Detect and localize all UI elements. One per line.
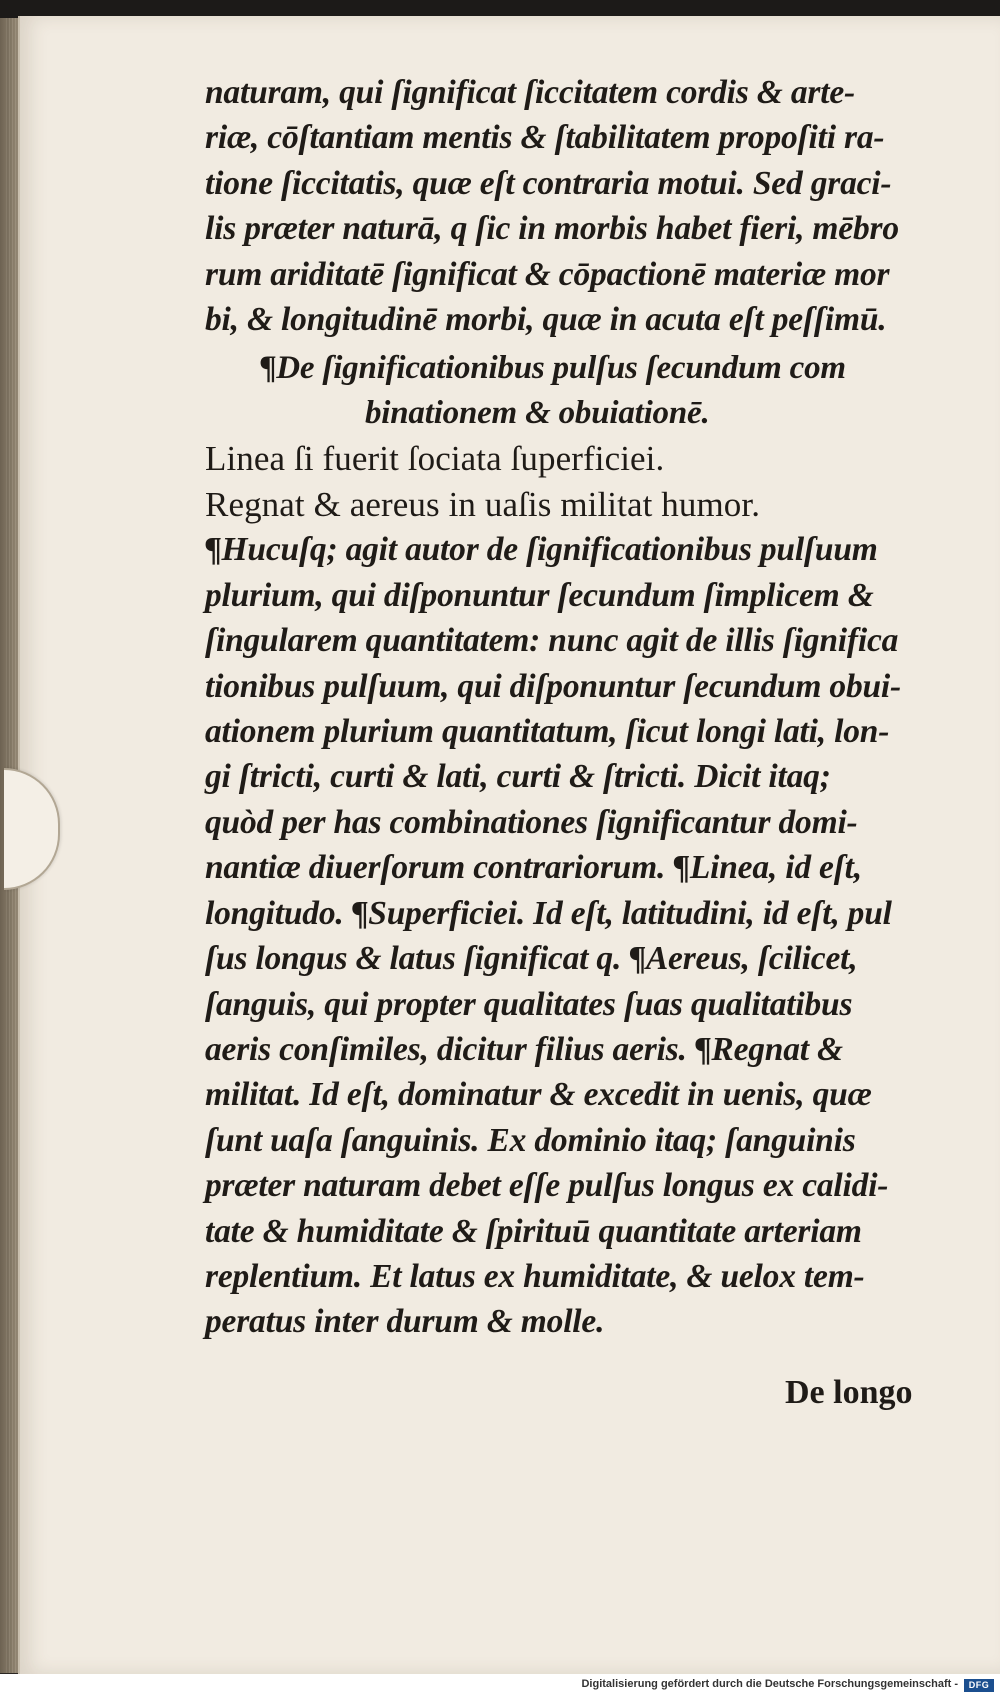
page-text-block <box>205 70 925 1345</box>
commentary-line: aeris conſimiles, dicitur filius aeris. ¶Regnat & <box>205 1030 843 1068</box>
commentary-line: tionibus pulſuum, qui diſponuntur ſecundum obui- <box>205 667 901 705</box>
section-heading-line-2: binationem & obuiationē. <box>365 395 710 432</box>
catchword: De longo <box>785 1374 913 1411</box>
verse-line: Linea ſi fuerit ſociata ſuperficiei. <box>205 439 665 479</box>
commentary-line: tate & humiditate & ſpirituū quantitate arteriam <box>205 1212 862 1250</box>
verse-line: Regnat & aereus in uaſis militat humor. <box>205 484 761 524</box>
commentary-line: præter naturam debet eſſe pulſus longus ex calidi- <box>205 1167 889 1205</box>
commentary-line: ¶Hucuſq; agit autor de ſignificationibus pulſuum <box>205 531 878 569</box>
body-line: lis præter naturā, q ſic in morbis habet fieri, mēbro <box>205 210 899 248</box>
commentary-line: longitudo. ¶Superficiei. Id eſt, latitudini, id eſt, pul <box>205 894 892 932</box>
commentary-line: gi ſtricti, curti & lati, curti & ſtricti. Dicit itaq; <box>205 758 831 796</box>
commentary-line: ſus longus & latus ſignificat q. ¶Aereus, ſcilicet, <box>205 940 858 978</box>
commentary-line: replentium. Et latus ex humiditate, & uelox tem- <box>205 1257 865 1295</box>
dfg-logo-icon: DFG <box>964 1679 994 1692</box>
commentary-line: peratus inter durum & molle. <box>205 1303 605 1341</box>
commentary-line: militat. Id eſt, dominatur & excedit in uenis, quæ <box>205 1076 872 1114</box>
section-heading-line-1: ¶De ſignificationibus pulſus ſecundum com <box>260 350 846 387</box>
commentary-line: ſunt uaſa ſanguinis. Ex dominio itaq; ſanguinis <box>205 1121 856 1159</box>
digitization-footer <box>0 1674 1000 1697</box>
commentary-line: quòd per has combinationes ſignificantur domi- <box>205 803 858 841</box>
commentary-line: plurium, qui diſponuntur ſecundum ſimplicem & <box>205 576 874 614</box>
body-line: rum ariditatē ſignificat & cōpactionē materiæ mor <box>205 255 890 293</box>
body-line: riæ, cōſtantiam mentis & ſtabilitatem propoſiti ra- <box>205 119 885 157</box>
commentary-line: ſanguis, qui propter qualitates ſuas qualitatibus <box>205 985 853 1023</box>
commentary-line: nantiæ diuerſorum contrariorum. ¶Linea, id eſt, <box>205 849 862 887</box>
body-line: tione ſiccitatis, quæ eſt contraria motui. Sed graci- <box>205 164 892 202</box>
body-line: bi, & longitudinē morbi, quæ in acuta eſt peſſimū. <box>205 301 887 339</box>
funding-notice: Digitalisierung gefördert durch die Deutsche Forschungsgemeinschaft - <box>581 1678 958 1690</box>
body-line: naturam, qui ſignificat ſiccitatem cordis & arte- <box>205 74 855 111</box>
commentary-line: ſingularem quantitatem: nunc agit de illis ſignifica <box>205 622 899 660</box>
commentary-line: ationem plurium quantitatum, ſicut longi lati, lon- <box>205 713 890 751</box>
